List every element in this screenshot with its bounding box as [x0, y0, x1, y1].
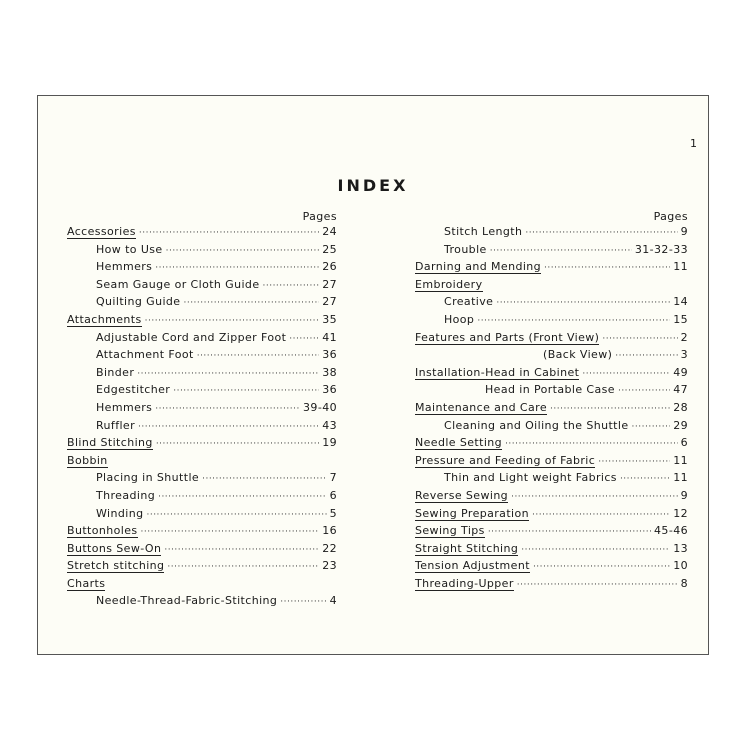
index-entry-page: 11: [673, 453, 688, 467]
dot-leader: [488, 527, 651, 537]
index-page: [37, 95, 709, 655]
dot-leader: [139, 228, 319, 238]
dot-leader: [544, 263, 670, 273]
dot-leader: [533, 562, 670, 572]
dot-leader: [550, 404, 670, 414]
dot-leader: [477, 316, 670, 326]
index-entry-page: 47: [673, 383, 688, 397]
index-entry-page: 41: [322, 330, 337, 344]
index-entry-page: 11: [673, 471, 688, 485]
index-entry-page: 19: [322, 436, 337, 450]
index-entry: [67, 331, 337, 349]
index-entry-page: 24: [322, 225, 337, 238]
index-entry-page: 23: [322, 559, 337, 573]
index-entry-label: Binder: [96, 365, 135, 379]
index-entry: [415, 489, 688, 507]
index-entry-page: 11: [673, 260, 688, 274]
page-number: 1: [690, 137, 697, 150]
index-entry-label: Bobbin: [67, 453, 108, 467]
index-entry: [415, 577, 688, 595]
index-entry-label: Trouble: [444, 242, 487, 256]
index-entry-page: 36: [322, 348, 337, 362]
index-entry-label: Head in Portable Case: [485, 383, 615, 397]
index-entry-label: Blind Stitching: [67, 436, 153, 450]
index-entry: [415, 348, 688, 366]
index-entry-label: Cleaning and Oiling the Shuttle: [444, 418, 629, 432]
index-entry-page: 12: [673, 506, 688, 520]
index-entry: [67, 559, 337, 577]
dot-leader: [155, 263, 319, 273]
index-entry: [67, 295, 337, 313]
index-entry-page: 36: [322, 383, 337, 397]
index-entry: [67, 419, 337, 437]
index-entry-label: Attachment Foot: [96, 348, 194, 362]
index-entry-label: Thin and Light weight Fabrics: [444, 471, 617, 485]
index-entry: [67, 278, 337, 296]
dot-leader: [202, 474, 327, 484]
index-entry-label: Quilting Guide: [96, 295, 181, 309]
dot-leader: [156, 439, 319, 449]
index-entry: [415, 419, 688, 437]
index-entry-page: 8: [680, 576, 688, 590]
index-entry: [415, 507, 688, 525]
index-entry-label: Buttonholes: [67, 524, 138, 538]
dot-leader: [532, 510, 670, 520]
index-entry-label: Winding: [96, 506, 144, 520]
index-entry-label: Needle Setting: [415, 436, 503, 450]
dot-leader: [582, 369, 670, 379]
index-entry-label: Stitch Length: [444, 225, 523, 238]
index-entry: [415, 542, 688, 560]
index-entry-label: Darning and Mending: [415, 260, 542, 274]
index-entry-label: (Back View): [543, 348, 613, 362]
index-entry-page: 15: [673, 312, 688, 326]
index-entry-page: 25: [322, 242, 337, 256]
dot-leader: [517, 580, 678, 590]
index-entry-page: 26: [322, 260, 337, 274]
index-entry: [67, 524, 337, 542]
dot-leader: [525, 228, 677, 238]
index-entry: [415, 331, 688, 349]
index-entry-page: 28: [673, 400, 688, 414]
index-entry-label: Stretch stitching: [67, 559, 165, 573]
index-entry: [67, 313, 337, 331]
index-entry: [415, 436, 688, 454]
index-entry-label: Maintenance and Care: [415, 400, 547, 414]
dot-leader: [496, 298, 670, 308]
index-entry-label: Attachments: [67, 312, 142, 326]
index-entry: [67, 594, 337, 612]
dot-leader: [138, 422, 319, 432]
index-entry-label: Reverse Sewing: [415, 488, 509, 502]
index-entry-label: Ruffler: [96, 418, 136, 432]
index-entry-label: Adjustable Cord and Zipper Foot: [96, 330, 287, 344]
index-entry-page: 3: [680, 348, 688, 362]
index-entry: [415, 454, 688, 472]
index-entry-label: Edgestitcher: [96, 383, 171, 397]
index-entry-page: 7: [329, 471, 337, 485]
index-entry: [415, 524, 688, 542]
right-entry-list: [415, 225, 688, 594]
index-entry-label: Buttons Sew-On: [67, 541, 162, 555]
pages-header: Pages: [302, 210, 337, 223]
index-entry-page: 6: [329, 488, 337, 502]
dot-leader: [166, 246, 320, 256]
dot-leader: [164, 545, 319, 555]
index-entry-page: 45-46: [654, 524, 688, 538]
index-entry: [67, 489, 337, 507]
dot-leader: [137, 369, 319, 379]
dot-leader: [141, 527, 320, 537]
index-entry-label: Straight Stitching: [415, 541, 519, 555]
index-entry: [415, 243, 688, 261]
index-entry-label: Embroidery: [415, 277, 483, 291]
index-entry-page: 13: [673, 541, 688, 555]
index-entry-page: 35: [322, 312, 337, 326]
index-entry: [67, 225, 337, 243]
dot-leader: [155, 404, 300, 414]
index-entry-page: 31-32-33: [634, 242, 688, 256]
index-entry: [67, 454, 337, 472]
index-entry-label: Threading: [96, 488, 156, 502]
index-entry-page: 43: [322, 418, 337, 432]
right-column: [415, 208, 688, 594]
index-entry-page: 22: [322, 541, 337, 555]
index-entry-page: 14: [673, 295, 688, 309]
index-entry-label: Needle-Thread-Fabric-Stitching: [96, 594, 278, 608]
index-entry-label: Installation-Head in Cabinet: [415, 365, 580, 379]
index-entry: [67, 383, 337, 401]
dot-leader: [280, 597, 326, 607]
index-entry: [67, 507, 337, 525]
index-entry-label: Pressure and Feeding of Fabric: [415, 453, 596, 467]
index-entry: [415, 278, 688, 296]
index-entry: [415, 559, 688, 577]
index-entry-label: Creative: [444, 295, 494, 309]
index-entry-page: 27: [322, 295, 337, 309]
index-entry-page: 49: [673, 365, 688, 379]
dot-leader: [505, 439, 678, 449]
pages-header: Pages: [653, 210, 688, 223]
index-entry-label: Sewing Preparation: [415, 506, 529, 520]
dot-leader: [615, 351, 677, 361]
index-entry: [415, 383, 688, 401]
dot-leader: [145, 316, 320, 326]
page-title: INDEX: [337, 176, 409, 195]
index-entry-label: Seam Gauge or Cloth Guide: [96, 277, 260, 291]
index-entry: [67, 436, 337, 454]
index-entry-label: How to Use: [96, 242, 163, 256]
index-entry-label: Features and Parts (Front View): [415, 330, 600, 344]
index-entry: [415, 260, 688, 278]
index-entry-page: 5: [329, 506, 337, 520]
index-entry: [415, 295, 688, 313]
index-entry-label: Tension Adjustment: [415, 559, 530, 573]
dot-leader: [618, 386, 670, 396]
dot-leader: [632, 422, 671, 432]
dot-leader: [167, 562, 319, 572]
index-entry-page: 4: [329, 594, 337, 608]
index-entry: [415, 225, 688, 243]
index-entry-label: Sewing Tips: [415, 524, 485, 538]
index-entry: [415, 471, 688, 489]
index-entry-label: Charts: [67, 576, 106, 590]
index-entry: [67, 542, 337, 560]
index-entry: [67, 366, 337, 384]
dot-leader: [511, 492, 678, 502]
index-entry: [415, 401, 688, 419]
index-entry-label: Placing in Shuttle: [96, 471, 200, 485]
dot-leader: [289, 334, 319, 344]
index-entry: [67, 577, 337, 595]
index-entry-page: 2: [680, 330, 688, 344]
index-entry: [67, 401, 337, 419]
index-entry: [67, 260, 337, 278]
dot-leader: [490, 246, 632, 256]
left-entry-list: [67, 225, 337, 612]
dot-leader: [521, 545, 670, 555]
index-entry-page: 27: [322, 277, 337, 291]
index-entry-page: 10: [673, 559, 688, 573]
index-entry-page: 38: [322, 365, 337, 379]
index-entry-page: 39-40: [303, 400, 337, 414]
index-entry-page: 9: [680, 488, 688, 502]
dot-leader: [183, 298, 319, 308]
dot-leader: [262, 281, 319, 291]
index-entry-page: 16: [322, 524, 337, 538]
index-entry-label: Accessories: [67, 225, 136, 238]
index-entry: [415, 366, 688, 384]
index-entry: [67, 471, 337, 489]
index-entry-label: Hoop: [444, 312, 475, 326]
dot-leader: [197, 351, 319, 361]
dot-leader: [146, 510, 326, 520]
dot-leader: [602, 334, 677, 344]
index-entry-label: Threading-Upper: [415, 576, 514, 590]
index-entry-page: 29: [673, 418, 688, 432]
index-entry-label: Hemmers: [96, 400, 153, 414]
index-entry-page: 9: [680, 225, 688, 238]
dot-leader: [173, 386, 319, 396]
index-entry-label: Hemmers: [96, 260, 153, 274]
dot-leader: [158, 492, 327, 502]
index-entry: [415, 313, 688, 331]
dot-leader: [598, 457, 670, 467]
dot-leader: [620, 474, 670, 484]
index-entry: [67, 348, 337, 366]
index-entry-page: 6: [680, 436, 688, 450]
index-entry: [67, 243, 337, 261]
left-column: [67, 208, 337, 612]
